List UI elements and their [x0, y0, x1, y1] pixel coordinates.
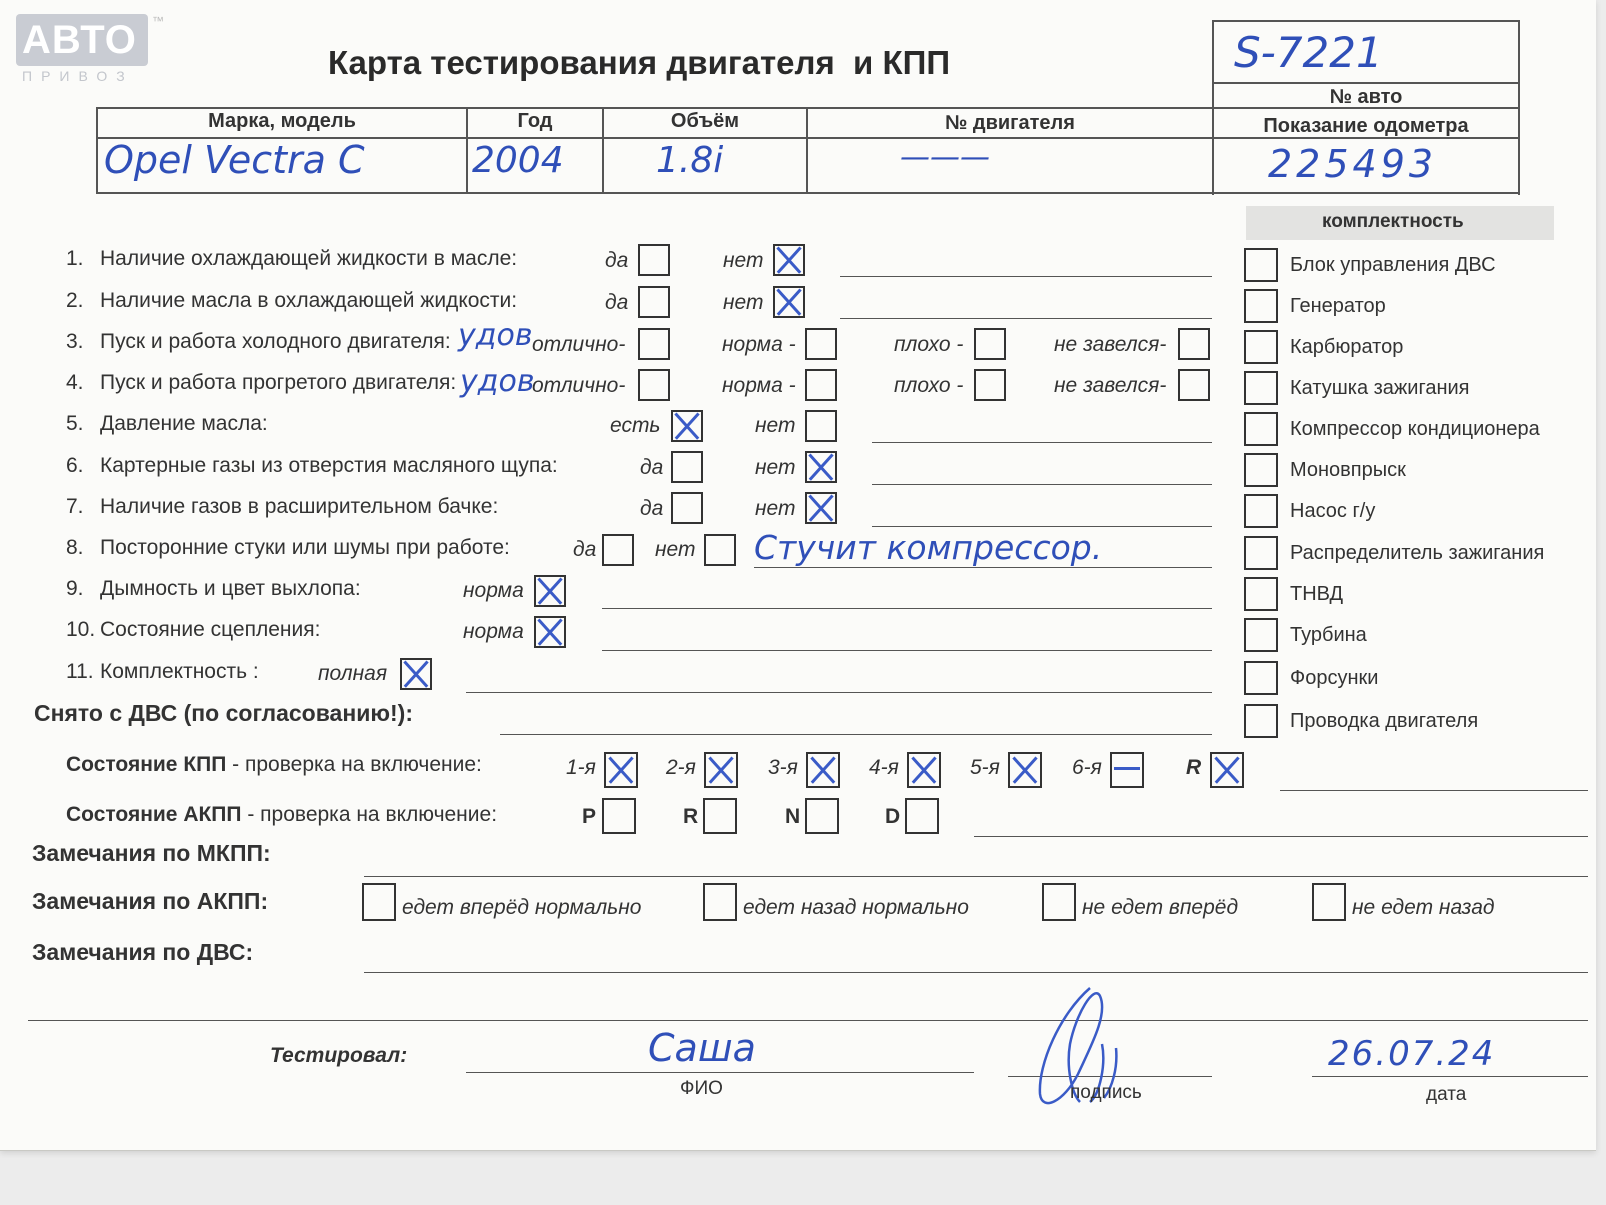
val-engine-no: ———	[900, 140, 990, 175]
item-1-yes-checkbox[interactable]	[638, 244, 670, 276]
akpp-notes-line	[974, 836, 1588, 837]
akpp-remark-label: едет вперёд нормально	[402, 896, 642, 919]
fio-line	[466, 1072, 974, 1073]
item-6-no-label: нет	[755, 456, 796, 479]
completeness-item-label: Блок управления ДВС	[1290, 254, 1496, 276]
completeness-item-label: ТНВД	[1290, 583, 1344, 605]
remarks-dvs-label: Замечания по ДВС:	[32, 939, 254, 965]
completeness-item-label: Компрессор кондиционера	[1290, 418, 1540, 440]
item-9-notes-line	[602, 608, 1212, 609]
removed-label: Снято с ДВС (по согласованию!):	[34, 700, 413, 726]
kpp-gear-checkbox[interactable]	[704, 752, 738, 788]
item-6-yes-checkbox[interactable]	[671, 451, 703, 483]
item-10-notes-line	[602, 650, 1212, 651]
item-2-yes-checkbox[interactable]	[638, 286, 670, 318]
akpp-remark-label: едет назад нормально	[743, 896, 969, 919]
kpp-gear-label: 2-я	[666, 756, 696, 779]
removed-line	[500, 734, 1212, 735]
table-border	[1212, 82, 1520, 84]
item-4-normal-label: норма -	[722, 374, 796, 397]
item-8-no-checkbox[interactable]	[704, 534, 736, 566]
item-2-notes-line	[840, 318, 1212, 319]
item-7-no-label: нет	[755, 497, 796, 520]
table-border	[1212, 20, 1520, 22]
kpp-gear-label: 1-я	[566, 756, 596, 779]
item-10-label: Состояние сцепления:	[100, 618, 321, 641]
logo-text: АВТО	[22, 18, 137, 62]
logo-subtext: ПРИВОЗ	[22, 68, 134, 84]
col-engine-no: № двигателя	[945, 112, 1075, 134]
item-11-notes-line	[466, 692, 1212, 693]
item-3-bad-checkbox[interactable]	[974, 328, 1006, 360]
kpp-gear-checkbox[interactable]	[604, 752, 638, 788]
val-volume: 1.8i	[656, 140, 724, 181]
akpp-mode-checkbox[interactable]	[703, 798, 737, 834]
item-6-notes-line	[872, 484, 1212, 485]
item-8-num: 8.	[66, 536, 84, 559]
kpp-label-bold: Состояние КПП	[66, 753, 227, 776]
completeness-item-label: Моновпрыск	[1290, 459, 1406, 481]
item-4-normal-checkbox[interactable]	[805, 369, 837, 401]
item-8-notes-line	[754, 567, 1212, 568]
item-1-num: 1.	[66, 247, 84, 270]
akpp-mode-checkbox[interactable]	[602, 798, 636, 834]
completeness-checkbox[interactable]	[1244, 494, 1278, 528]
item-9-label: Дымность и цвет выхлопа:	[100, 577, 361, 600]
item-10-num: 10.	[66, 618, 96, 641]
item-9-opt-label: норма	[463, 579, 524, 602]
item-8-yes-label: да	[573, 538, 597, 561]
item-4-bad-checkbox[interactable]	[974, 369, 1006, 401]
item-3-bad-label: плохо -	[894, 333, 964, 356]
kpp-label	[66, 753, 482, 777]
logo-tm: ™	[152, 14, 164, 28]
remarks-dvs-line-1	[364, 972, 1588, 973]
kpp-notes-line	[1280, 790, 1588, 791]
completeness-item-label: Насос г/у	[1290, 500, 1376, 522]
completeness-checkbox[interactable]	[1244, 412, 1278, 446]
tested-by-label: Тестировал:	[270, 1044, 408, 1067]
val-make: Opel Vectra C	[104, 138, 365, 182]
kpp-gear-label: 5-я	[970, 756, 1000, 779]
kpp-gear-label: 3-я	[768, 756, 798, 779]
item-7-label: Наличие газов в расширительном бачке:	[100, 495, 499, 518]
item-5-yes-checkbox[interactable]	[671, 410, 703, 442]
item-4-excellent-checkbox[interactable]	[638, 369, 670, 401]
completeness-checkbox[interactable]	[1244, 289, 1278, 323]
remarks-mkpp-line	[364, 876, 1588, 877]
item-8-yes-checkbox[interactable]	[602, 534, 634, 566]
item-4-nostart-label: не завелся-	[1054, 374, 1167, 397]
akpp-label	[66, 803, 497, 827]
col-make: Марка, модель	[208, 110, 356, 132]
item-3-excellent-checkbox[interactable]	[638, 328, 670, 360]
akpp-mode-label: P	[582, 805, 597, 828]
completeness-item-label: Катушка зажигания	[1290, 377, 1470, 399]
item-3-note: удов	[458, 318, 533, 353]
item-1-notes-line	[840, 276, 1212, 277]
item-2-label: Наличие масла в охлаждающей жидкости:	[100, 289, 518, 312]
item-10-opt-label: норма	[463, 620, 524, 643]
item-3-excellent-label: отлично-	[532, 333, 626, 356]
akpp-label-bold: Состояние АКПП	[66, 803, 242, 826]
completeness-checkbox[interactable]	[1244, 577, 1278, 611]
item-1-yes-label: да	[605, 249, 629, 272]
kpp-gear-checkbox[interactable]	[1110, 752, 1144, 788]
remarks-mkpp-label: Замечания по МКПП:	[32, 840, 271, 866]
item-9-num: 9.	[66, 577, 84, 600]
table-border	[96, 192, 1520, 194]
akpp-remark-checkbox[interactable]	[362, 883, 396, 921]
item-1-no-label: нет	[723, 249, 764, 272]
completeness-item-label: Проводка двигателя	[1290, 710, 1479, 732]
signature-label: подпись	[1070, 1082, 1142, 1103]
completeness-checkbox[interactable]	[1244, 248, 1278, 282]
kpp-gear-checkbox[interactable]	[907, 752, 941, 788]
akpp-remark-checkbox[interactable]	[1042, 883, 1076, 921]
item-10-checkbox[interactable]	[534, 616, 566, 648]
item-1-label: Наличие охлаждающей жидкости в масле:	[100, 247, 518, 270]
item-5-no-label: нет	[755, 414, 796, 437]
akpp-mode-label: D	[885, 805, 901, 828]
date-label: дата	[1426, 1084, 1467, 1105]
item-2-no-label: нет	[723, 291, 764, 314]
kpp-gear-label: 6-я	[1072, 756, 1102, 779]
item-4-excellent-label: отлично-	[532, 374, 626, 397]
kpp-label-rest: - проверка на включение:	[226, 753, 482, 776]
completeness-item-label: Карбюратор	[1290, 336, 1404, 358]
item-11-num: 11.	[66, 660, 94, 683]
item-3-label: Пуск и работа холодного двигателя:	[100, 330, 451, 353]
fio-label: ФИО	[680, 1078, 723, 1099]
kpp-gear-checkbox[interactable]	[806, 752, 840, 788]
item-11-label: Комплектность :	[100, 660, 259, 683]
completeness-item-label: Форсунки	[1290, 667, 1379, 689]
completeness-checkbox[interactable]	[1244, 453, 1278, 487]
item-6-no-checkbox[interactable]	[805, 451, 837, 483]
akpp-mode-label: R	[683, 805, 699, 828]
page-title: Карта тестирования двигателя и КПП	[328, 44, 951, 81]
item-7-yes-label: да	[640, 497, 664, 520]
akpp-remark-label: не едет назад	[1352, 896, 1495, 919]
date-line	[1312, 1076, 1588, 1077]
akpp-label-rest: - проверка на включение:	[241, 803, 498, 826]
completeness-checkbox[interactable]	[1244, 661, 1278, 695]
item-4-nostart-checkbox[interactable]	[1178, 369, 1210, 401]
item-3-num: 3.	[66, 330, 84, 353]
akpp-mode-label: N	[785, 805, 801, 828]
item-4-num: 4.	[66, 371, 84, 394]
item-8-note: Стучит компрессор.	[754, 528, 1103, 567]
item-5-notes-line	[872, 442, 1212, 443]
item-3-normal-label: норма -	[722, 333, 796, 356]
item-11-checkbox[interactable]	[400, 658, 432, 690]
item-8-no-label: нет	[655, 538, 696, 561]
item-6-num: 6.	[66, 454, 84, 477]
item-2-no-checkbox[interactable]	[773, 286, 805, 318]
remarks-akpp-label: Замечания по АКПП:	[32, 888, 269, 914]
item-7-no-checkbox[interactable]	[805, 492, 837, 524]
completeness-title: комплектность	[1322, 211, 1464, 232]
item-5-num: 5.	[66, 412, 84, 435]
kpp-gear-checkbox[interactable]	[1008, 752, 1042, 788]
date-value: 26.07.24	[1328, 1034, 1496, 1074]
akpp-remark-checkbox[interactable]	[1312, 883, 1346, 921]
item-2-num: 2.	[66, 289, 84, 312]
item-3-nostart-label: не завелся-	[1054, 333, 1167, 356]
col-volume: Объём	[670, 110, 740, 132]
item-4-bad-label: плохо -	[894, 374, 964, 397]
item-4-label: Пуск и работа прогретого двигателя:	[100, 371, 457, 394]
car-number-label: № авто	[1329, 86, 1403, 108]
item-5-label: Давление масла:	[100, 412, 268, 435]
item-6-label: Картерные газы из отверстия масляного щупа:	[100, 454, 558, 477]
akpp-mode-checkbox[interactable]	[805, 798, 839, 834]
col-odometer: Показание одометра	[1263, 115, 1469, 137]
completeness-item-label: Генератор	[1290, 295, 1386, 317]
completeness-item-label: Турбина	[1290, 624, 1367, 646]
completeness-checkbox[interactable]	[1244, 704, 1278, 738]
brand-logo	[16, 14, 164, 84]
col-year: Год	[517, 110, 553, 132]
item-1-no-checkbox[interactable]	[773, 244, 805, 276]
item-5-yes-label: есть	[610, 414, 661, 437]
val-odometer: 225493	[1268, 142, 1438, 186]
completeness-item-label: Распределитель зажигания	[1290, 542, 1545, 564]
fio-value: Саша	[648, 1026, 756, 1070]
kpp-gear-checkbox[interactable]	[1210, 752, 1244, 788]
completeness-checkbox[interactable]	[1244, 330, 1278, 364]
completeness-checkbox[interactable]	[1244, 618, 1278, 652]
item-7-yes-checkbox[interactable]	[671, 492, 703, 524]
item-8-label: Посторонние стуки или шумы при работе:	[100, 536, 510, 559]
item-9-checkbox[interactable]	[534, 575, 566, 607]
item-5-no-checkbox[interactable]	[805, 410, 837, 442]
item-3-nostart-checkbox[interactable]	[1178, 328, 1210, 360]
car-number-value: S-7221	[1234, 28, 1383, 77]
val-year: 2004	[472, 140, 564, 181]
item-7-notes-line	[872, 526, 1212, 527]
item-11-opt-label: полная	[318, 662, 388, 685]
item-6-yes-label: да	[640, 456, 664, 479]
akpp-remark-label: не едет вперёд	[1082, 896, 1239, 919]
item-2-yes-label: да	[605, 291, 629, 314]
item-4-note: удов	[460, 364, 535, 399]
completeness-checkbox[interactable]	[1244, 536, 1278, 570]
item-7-num: 7.	[66, 495, 84, 518]
akpp-remark-checkbox[interactable]	[703, 883, 737, 921]
kpp-gear-label: R	[1186, 756, 1202, 779]
akpp-mode-checkbox[interactable]	[905, 798, 939, 834]
completeness-checkbox[interactable]	[1244, 371, 1278, 405]
kpp-gear-label: 4-я	[869, 756, 899, 779]
remarks-dvs-line-2	[28, 1020, 1588, 1021]
item-3-normal-checkbox[interactable]	[805, 328, 837, 360]
